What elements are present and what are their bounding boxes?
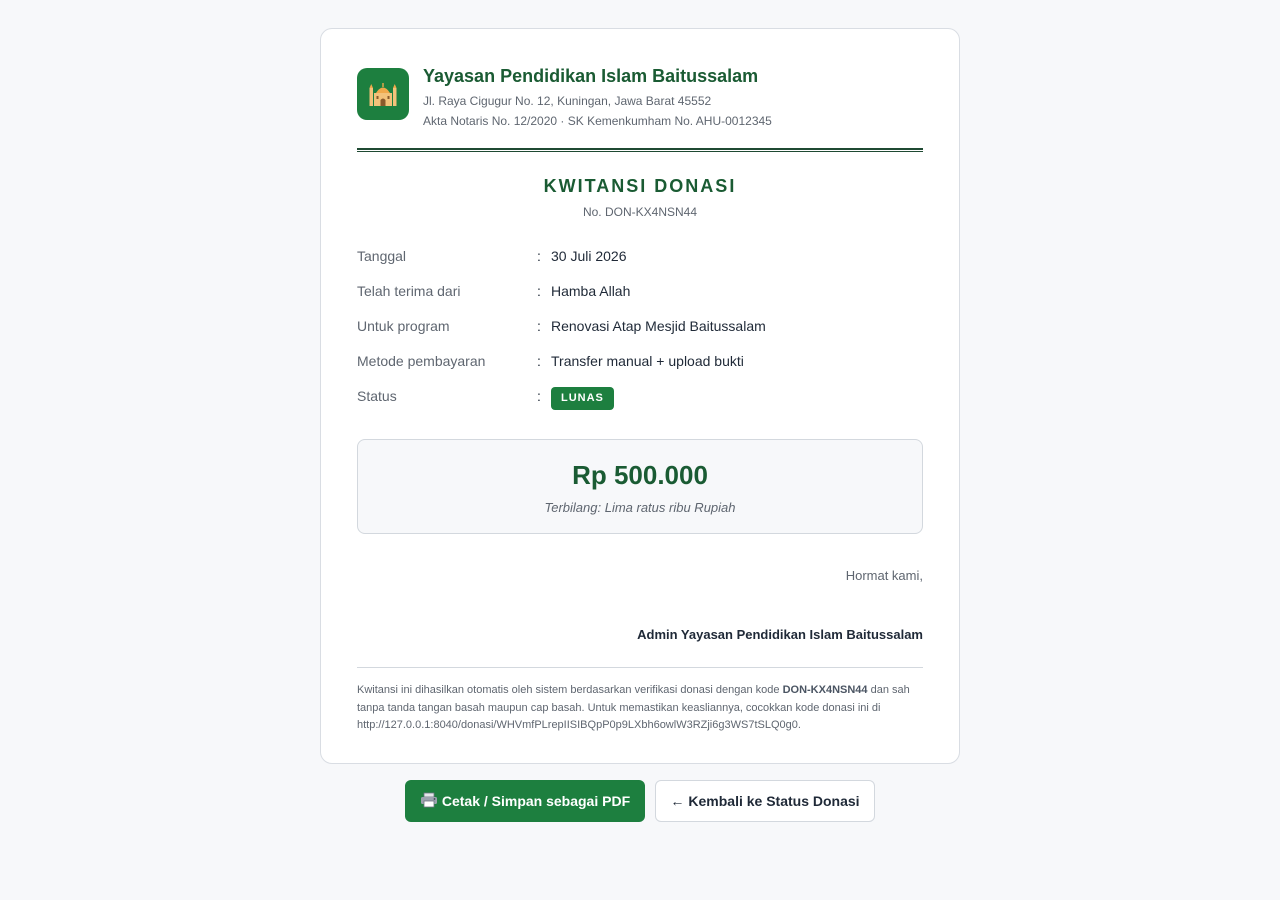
org-legal: Akta Notaris No. 12/2020 · SK Kemenkumham No. AHU-0012345 (423, 114, 772, 128)
detail-label: Telah terima dari (357, 283, 461, 299)
detail-colon: : (537, 388, 541, 404)
detail-row-program (357, 316, 923, 351)
detail-colon: : (537, 283, 541, 299)
detail-row-payment-method (357, 351, 923, 386)
receipt-card (320, 28, 960, 764)
org-address: Jl. Raya Cigugur No. 12, Kuningan, Jawa Barat 45552 (423, 94, 712, 108)
printer-icon (420, 792, 438, 811)
back-to-status-button[interactable] (655, 780, 875, 822)
detail-row-donor (357, 281, 923, 316)
footer-note-text: dan sah tanpa tanda tangan basah maupun cap basah. Untuk memastikan keasliannya, cocokkan kode donasi ini di http://127.0.0.1:8040/donasi/WHVmfPLrepIISIBQpP0p9LXbh6owlW3RZji6g3WS7tSLQ0g0. (357, 684, 910, 731)
detail-value: Renovasi Atap Mesjid Baitussalam (551, 318, 766, 334)
arrow-left-icon: ← (670, 793, 685, 809)
detail-value: Hamba Allah (551, 283, 631, 299)
detail-label: Tanggal (357, 248, 407, 264)
amount-box (357, 439, 923, 534)
org-name: Yayasan Pendidikan Islam Baitussalam (423, 66, 759, 86)
action-bar (0, 780, 1280, 822)
detail-label: Status (357, 388, 397, 404)
detail-label: Metode pembayaran (357, 353, 486, 369)
amount-in-words: Terbilang: Lima ratus ribu Rupiah (544, 500, 736, 515)
detail-colon: : (537, 318, 541, 334)
org-header (357, 65, 923, 131)
detail-row-date (357, 246, 923, 281)
detail-value: 30 Juli 2026 (551, 248, 627, 264)
detail-row-status (357, 386, 923, 421)
detail-colon: : (537, 353, 541, 369)
detail-colon: : (537, 248, 541, 264)
detail-label: Untuk program (357, 318, 450, 334)
back-button-label: Kembali ke Status Donasi (688, 793, 860, 809)
receipt-number: No. DON-KX4NSN44 (582, 205, 698, 219)
header-divider (357, 148, 923, 152)
print-button[interactable] (405, 780, 645, 822)
footer-note-text: Kwitansi ini dihasilkan otomatis oleh sistem berdasarkan verifikasi donasi dengan kode (357, 684, 783, 696)
detail-value: Transfer manual + upload bukti (551, 353, 744, 369)
receipt-details (357, 246, 923, 421)
closing-text: Hormat kami, (845, 568, 923, 583)
signer-name: Admin Yayasan Pendidikan Islam Baitussalam (637, 627, 923, 642)
mosque-icon (357, 68, 409, 120)
footer-divider (357, 667, 923, 668)
footer-donation-code: DON-KX4NSN44 (782, 684, 868, 696)
donation-amount: Rp 500.000 (572, 460, 708, 490)
status-badge: LUNAS (551, 387, 614, 410)
receipt-title: KWITANSI DONASI (543, 176, 737, 196)
footer-note (357, 682, 923, 735)
print-button-label: Cetak / Simpan sebagai PDF (441, 793, 631, 809)
